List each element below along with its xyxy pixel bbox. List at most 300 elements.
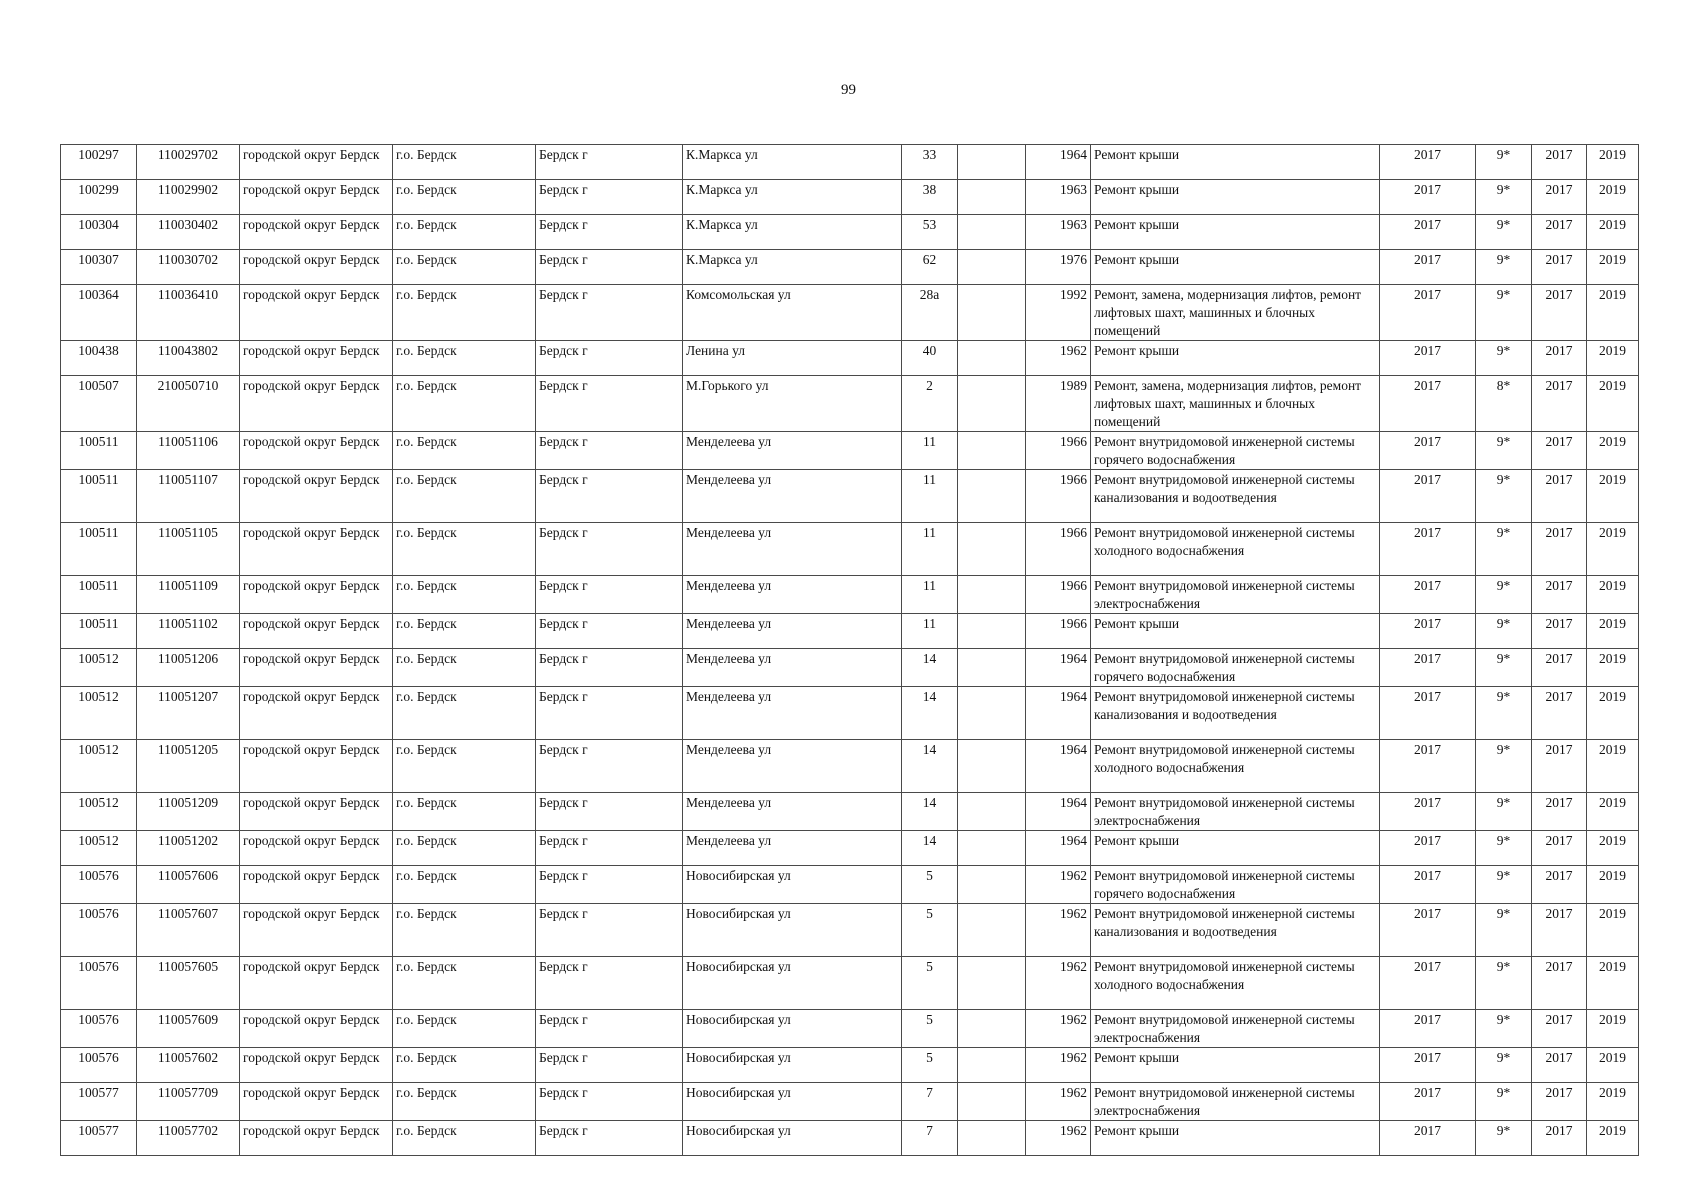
cell-district: городской округ Бердск [240,740,393,793]
cell-street: Ленина ул [683,341,902,376]
table-row [61,376,1639,432]
cell-building-block [958,904,1026,957]
cell-year-built: 1964 [1026,649,1091,687]
cell-work-code: 110030702 [137,250,240,285]
cell-year-built: 1963 [1026,180,1091,215]
cell-work-type: Ремонт внутридомовой инженерной системы электроснабжения [1091,1010,1380,1048]
cell-period-start: 2017 [1532,523,1587,576]
cell-period-start: 2017 [1532,740,1587,793]
cell-street: Новосибирская ул [683,1010,902,1048]
cell-period-end: 2019 [1587,215,1639,250]
cell-district: городской округ Бердск [240,614,393,649]
cell-work-code: 210050710 [137,376,240,432]
cell-planned-year: 2017 [1380,793,1476,831]
cell-planned-year: 2017 [1380,1010,1476,1048]
cell-house-number: 11 [902,523,958,576]
cell-settlement: Бердск г [536,341,683,376]
cell-street: Новосибирская ул [683,957,902,1010]
cell-building-block [958,145,1026,180]
cell-planned-year: 2017 [1380,649,1476,687]
cell-settlement: Бердск г [536,740,683,793]
cell-house-number: 5 [902,1048,958,1083]
cell-house-number: 28а [902,285,958,341]
cell-building-block [958,470,1026,523]
cell-street: Менделеева ул [683,576,902,614]
cell-year-built: 1964 [1026,687,1091,740]
cell-planned-year: 2017 [1380,1121,1476,1156]
cell-settlement: Бердск г [536,180,683,215]
cell-municipality: г.о. Бердск [393,1121,536,1156]
cell-work-type: Ремонт крыши [1091,1121,1380,1156]
table-row [61,180,1639,215]
cell-period-end: 2019 [1587,145,1639,180]
table-row [61,470,1639,523]
cell-house-number: 11 [902,576,958,614]
cell-settlement: Бердск г [536,831,683,866]
cell-settlement: Бердск г [536,904,683,957]
cell-object-id: 100511 [61,576,137,614]
table-row [61,687,1639,740]
cell-priority-mark: 9* [1476,1048,1532,1083]
cell-municipality: г.о. Бердск [393,215,536,250]
cell-period-end: 2019 [1587,614,1639,649]
cell-settlement: Бердск г [536,215,683,250]
cell-street: К.Маркса ул [683,215,902,250]
cell-year-built: 1962 [1026,341,1091,376]
cell-year-built: 1962 [1026,1010,1091,1048]
cell-district: городской округ Бердск [240,432,393,470]
cell-district: городской округ Бердск [240,523,393,576]
cell-year-built: 1966 [1026,470,1091,523]
cell-house-number: 7 [902,1121,958,1156]
cell-house-number: 14 [902,831,958,866]
cell-street: Менделеева ул [683,740,902,793]
cell-period-start: 2017 [1532,904,1587,957]
cell-municipality: г.о. Бердск [393,145,536,180]
cell-settlement: Бердск г [536,687,683,740]
cell-work-code: 110030402 [137,215,240,250]
cell-object-id: 100576 [61,1010,137,1048]
cell-house-number: 5 [902,1010,958,1048]
cell-period-start: 2017 [1532,793,1587,831]
cell-municipality: г.о. Бердск [393,180,536,215]
cell-priority-mark: 9* [1476,831,1532,866]
cell-house-number: 7 [902,1083,958,1121]
cell-street: Новосибирская ул [683,1048,902,1083]
cell-priority-mark: 9* [1476,866,1532,904]
cell-year-built: 1962 [1026,866,1091,904]
cell-year-built: 1962 [1026,1083,1091,1121]
cell-year-built: 1962 [1026,904,1091,957]
cell-house-number: 5 [902,904,958,957]
cell-planned-year: 2017 [1380,341,1476,376]
cell-municipality: г.о. Бердск [393,866,536,904]
cell-work-code: 110057609 [137,1010,240,1048]
cell-municipality: г.о. Бердск [393,341,536,376]
cell-street: К.Маркса ул [683,250,902,285]
cell-district: городской округ Бердск [240,904,393,957]
cell-object-id: 100364 [61,285,137,341]
cell-priority-mark: 9* [1476,687,1532,740]
cell-priority-mark: 9* [1476,1083,1532,1121]
cell-period-end: 2019 [1587,649,1639,687]
table-row [61,1083,1639,1121]
cell-building-block [958,180,1026,215]
cell-period-end: 2019 [1587,1121,1639,1156]
cell-period-start: 2017 [1532,649,1587,687]
cell-work-type: Ремонт внутридомовой инженерной системы горячего водоснабжения [1091,649,1380,687]
cell-period-start: 2017 [1532,250,1587,285]
cell-object-id: 100304 [61,215,137,250]
cell-house-number: 11 [902,470,958,523]
cell-planned-year: 2017 [1380,1083,1476,1121]
cell-street: Менделеева ул [683,614,902,649]
cell-object-id: 100576 [61,866,137,904]
cell-year-built: 1992 [1026,285,1091,341]
cell-work-type: Ремонт крыши [1091,145,1380,180]
table-row [61,904,1639,957]
cell-house-number: 14 [902,793,958,831]
cell-period-end: 2019 [1587,180,1639,215]
cell-period-end: 2019 [1587,285,1639,341]
cell-building-block [958,1010,1026,1048]
cell-work-type: Ремонт, замена, модернизация лифтов, ремонт лифтовых шахт, машинных и блочных помещений [1091,376,1380,432]
cell-building-block [958,614,1026,649]
cell-priority-mark: 9* [1476,957,1532,1010]
cell-municipality: г.о. Бердск [393,904,536,957]
cell-municipality: г.о. Бердск [393,687,536,740]
cell-object-id: 100577 [61,1083,137,1121]
cell-period-end: 2019 [1587,1083,1639,1121]
cell-district: городской округ Бердск [240,1048,393,1083]
cell-building-block [958,649,1026,687]
cell-period-end: 2019 [1587,904,1639,957]
cell-street: Менделеева ул [683,687,902,740]
cell-house-number: 5 [902,957,958,1010]
cell-street: Менделеева ул [683,470,902,523]
cell-period-start: 2017 [1532,576,1587,614]
cell-period-start: 2017 [1532,866,1587,904]
cell-municipality: г.о. Бердск [393,649,536,687]
cell-settlement: Бердск г [536,250,683,285]
cell-period-start: 2017 [1532,687,1587,740]
cell-period-end: 2019 [1587,793,1639,831]
cell-period-start: 2017 [1532,145,1587,180]
cell-priority-mark: 9* [1476,904,1532,957]
cell-year-built: 1964 [1026,145,1091,180]
table-row [61,866,1639,904]
table-row [61,576,1639,614]
cell-street: К.Маркса ул [683,145,902,180]
cell-work-code: 110057607 [137,904,240,957]
cell-object-id: 100512 [61,687,137,740]
cell-work-type: Ремонт крыши [1091,831,1380,866]
cell-street: Комсомольская ул [683,285,902,341]
cell-house-number: 11 [902,432,958,470]
cell-street: Новосибирская ул [683,1121,902,1156]
cell-district: городской округ Бердск [240,341,393,376]
cell-municipality: г.о. Бердск [393,957,536,1010]
cell-settlement: Бердск г [536,376,683,432]
cell-priority-mark: 9* [1476,793,1532,831]
cell-building-block [958,215,1026,250]
cell-planned-year: 2017 [1380,866,1476,904]
cell-work-type: Ремонт внутридомовой инженерной системы электроснабжения [1091,1083,1380,1121]
cell-house-number: 14 [902,649,958,687]
cell-work-code: 110051107 [137,470,240,523]
cell-settlement: Бердск г [536,1010,683,1048]
cell-work-type: Ремонт внутридомовой инженерной системы канализования и водоотведения [1091,904,1380,957]
cell-work-type: Ремонт внутридомовой инженерной системы горячего водоснабжения [1091,432,1380,470]
cell-work-code: 110051102 [137,614,240,649]
cell-period-start: 2017 [1532,1083,1587,1121]
cell-year-built: 1963 [1026,215,1091,250]
cell-building-block [958,523,1026,576]
cell-priority-mark: 9* [1476,250,1532,285]
cell-planned-year: 2017 [1380,687,1476,740]
cell-district: городской округ Бердск [240,687,393,740]
cell-work-type: Ремонт внутридомовой инженерной системы холодного водоснабжения [1091,740,1380,793]
cell-settlement: Бердск г [536,523,683,576]
cell-settlement: Бердск г [536,1048,683,1083]
table-row [61,523,1639,576]
table-row [61,341,1639,376]
cell-priority-mark: 9* [1476,649,1532,687]
cell-planned-year: 2017 [1380,215,1476,250]
cell-street: Новосибирская ул [683,904,902,957]
cell-priority-mark: 9* [1476,341,1532,376]
cell-priority-mark: 9* [1476,1121,1532,1156]
cell-district: городской округ Бердск [240,866,393,904]
cell-building-block [958,831,1026,866]
cell-municipality: г.о. Бердск [393,285,536,341]
cell-building-block [958,576,1026,614]
cell-work-code: 110043802 [137,341,240,376]
cell-building-block [958,957,1026,1010]
cell-settlement: Бердск г [536,470,683,523]
cell-work-type: Ремонт крыши [1091,614,1380,649]
cell-period-end: 2019 [1587,831,1639,866]
cell-municipality: г.о. Бердск [393,740,536,793]
cell-municipality: г.о. Бердск [393,1010,536,1048]
cell-period-end: 2019 [1587,523,1639,576]
cell-planned-year: 2017 [1380,376,1476,432]
cell-settlement: Бердск г [536,432,683,470]
cell-period-end: 2019 [1587,866,1639,904]
cell-house-number: 53 [902,215,958,250]
cell-building-block [958,793,1026,831]
cell-building-block [958,687,1026,740]
cell-municipality: г.о. Бердск [393,1048,536,1083]
cell-period-end: 2019 [1587,687,1639,740]
cell-house-number: 11 [902,614,958,649]
cell-object-id: 100511 [61,614,137,649]
cell-work-code: 110051206 [137,649,240,687]
cell-district: городской округ Бердск [240,145,393,180]
cell-period-end: 2019 [1587,250,1639,285]
cell-planned-year: 2017 [1380,614,1476,649]
cell-settlement: Бердск г [536,957,683,1010]
cell-district: городской округ Бердск [240,793,393,831]
cell-work-type: Ремонт крыши [1091,180,1380,215]
cell-work-code: 110051105 [137,523,240,576]
cell-municipality: г.о. Бердск [393,376,536,432]
cell-municipality: г.о. Бердск [393,523,536,576]
cell-district: городской округ Бердск [240,285,393,341]
cell-municipality: г.о. Бердск [393,432,536,470]
cell-object-id: 100512 [61,831,137,866]
cell-work-code: 110051209 [137,793,240,831]
cell-period-end: 2019 [1587,432,1639,470]
cell-planned-year: 2017 [1380,180,1476,215]
cell-object-id: 100512 [61,649,137,687]
cell-period-end: 2019 [1587,1010,1639,1048]
cell-period-start: 2017 [1532,1048,1587,1083]
cell-object-id: 100512 [61,740,137,793]
cell-period-start: 2017 [1532,285,1587,341]
cell-district: городской округ Бердск [240,1083,393,1121]
table-body [61,145,1639,1156]
cell-priority-mark: 9* [1476,145,1532,180]
cell-period-end: 2019 [1587,470,1639,523]
cell-period-start: 2017 [1532,341,1587,376]
cell-year-built: 1966 [1026,432,1091,470]
cell-house-number: 38 [902,180,958,215]
cell-year-built: 1989 [1026,376,1091,432]
cell-planned-year: 2017 [1380,576,1476,614]
cell-building-block [958,1083,1026,1121]
cell-object-id: 100307 [61,250,137,285]
table-row [61,793,1639,831]
cell-priority-mark: 9* [1476,432,1532,470]
table-row [61,1121,1639,1156]
cell-settlement: Бердск г [536,649,683,687]
cell-year-built: 1966 [1026,523,1091,576]
cell-work-type: Ремонт внутридомовой инженерной системы канализования и водоотведения [1091,470,1380,523]
cell-work-type: Ремонт внутридомовой инженерной системы холодного водоснабжения [1091,523,1380,576]
cell-work-type: Ремонт крыши [1091,1048,1380,1083]
cell-work-code: 110036410 [137,285,240,341]
cell-work-code: 110051109 [137,576,240,614]
cell-settlement: Бердск г [536,285,683,341]
cell-year-built: 1962 [1026,1048,1091,1083]
cell-district: городской округ Бердск [240,180,393,215]
cell-priority-mark: 9* [1476,576,1532,614]
table-row [61,831,1639,866]
cell-district: городской округ Бердск [240,1010,393,1048]
cell-district: городской округ Бердск [240,376,393,432]
table-row [61,1048,1639,1083]
cell-object-id: 100511 [61,523,137,576]
cell-object-id: 100512 [61,793,137,831]
cell-planned-year: 2017 [1380,1048,1476,1083]
cell-period-start: 2017 [1532,180,1587,215]
cell-district: городской округ Бердск [240,957,393,1010]
cell-building-block [958,740,1026,793]
table-row [61,1010,1639,1048]
cell-year-built: 1962 [1026,1121,1091,1156]
cell-object-id: 100297 [61,145,137,180]
cell-street: Новосибирская ул [683,866,902,904]
cell-planned-year: 2017 [1380,740,1476,793]
cell-work-code: 110029702 [137,145,240,180]
cell-house-number: 40 [902,341,958,376]
cell-object-id: 100299 [61,180,137,215]
cell-work-type: Ремонт внутридомовой инженерной системы электроснабжения [1091,576,1380,614]
repair-schedule-table [60,144,1639,1156]
cell-year-built: 1964 [1026,740,1091,793]
cell-priority-mark: 9* [1476,215,1532,250]
cell-priority-mark: 9* [1476,740,1532,793]
cell-period-end: 2019 [1587,957,1639,1010]
cell-planned-year: 2017 [1380,250,1476,285]
cell-district: городской округ Бердск [240,1121,393,1156]
cell-building-block [958,250,1026,285]
cell-building-block [958,432,1026,470]
cell-building-block [958,1048,1026,1083]
cell-priority-mark: 9* [1476,1010,1532,1048]
cell-work-type: Ремонт внутридомовой инженерной системы горячего водоснабжения [1091,866,1380,904]
cell-period-start: 2017 [1532,1010,1587,1048]
cell-period-start: 2017 [1532,376,1587,432]
cell-year-built: 1964 [1026,793,1091,831]
cell-work-code: 110051207 [137,687,240,740]
cell-house-number: 14 [902,687,958,740]
cell-district: городской округ Бердск [240,250,393,285]
cell-street: Менделеева ул [683,793,902,831]
cell-period-start: 2017 [1532,831,1587,866]
cell-settlement: Бердск г [536,793,683,831]
cell-planned-year: 2017 [1380,904,1476,957]
cell-district: городской округ Бердск [240,215,393,250]
cell-year-built: 1966 [1026,576,1091,614]
cell-municipality: г.о. Бердск [393,250,536,285]
cell-object-id: 100577 [61,1121,137,1156]
cell-municipality: г.о. Бердск [393,470,536,523]
cell-work-code: 110057702 [137,1121,240,1156]
cell-priority-mark: 9* [1476,285,1532,341]
cell-house-number: 14 [902,740,958,793]
cell-building-block [958,285,1026,341]
cell-building-block [958,376,1026,432]
cell-period-start: 2017 [1532,432,1587,470]
table-row [61,215,1639,250]
cell-municipality: г.о. Бердск [393,793,536,831]
cell-period-start: 2017 [1532,1121,1587,1156]
cell-object-id: 100438 [61,341,137,376]
cell-settlement: Бердск г [536,145,683,180]
cell-municipality: г.о. Бердск [393,1083,536,1121]
page-number: 99 [841,82,856,98]
cell-work-code: 110057606 [137,866,240,904]
cell-priority-mark: 9* [1476,180,1532,215]
cell-priority-mark: 9* [1476,523,1532,576]
cell-period-start: 2017 [1532,470,1587,523]
cell-building-block [958,1121,1026,1156]
cell-object-id: 100576 [61,957,137,1010]
cell-district: городской округ Бердск [240,576,393,614]
cell-street: Новосибирская ул [683,1083,902,1121]
cell-house-number: 62 [902,250,958,285]
cell-year-built: 1962 [1026,957,1091,1010]
table-row [61,145,1639,180]
cell-period-end: 2019 [1587,740,1639,793]
cell-settlement: Бердск г [536,614,683,649]
cell-planned-year: 2017 [1380,432,1476,470]
cell-year-built: 1964 [1026,831,1091,866]
cell-street: Менделеева ул [683,432,902,470]
cell-district: городской округ Бердск [240,831,393,866]
